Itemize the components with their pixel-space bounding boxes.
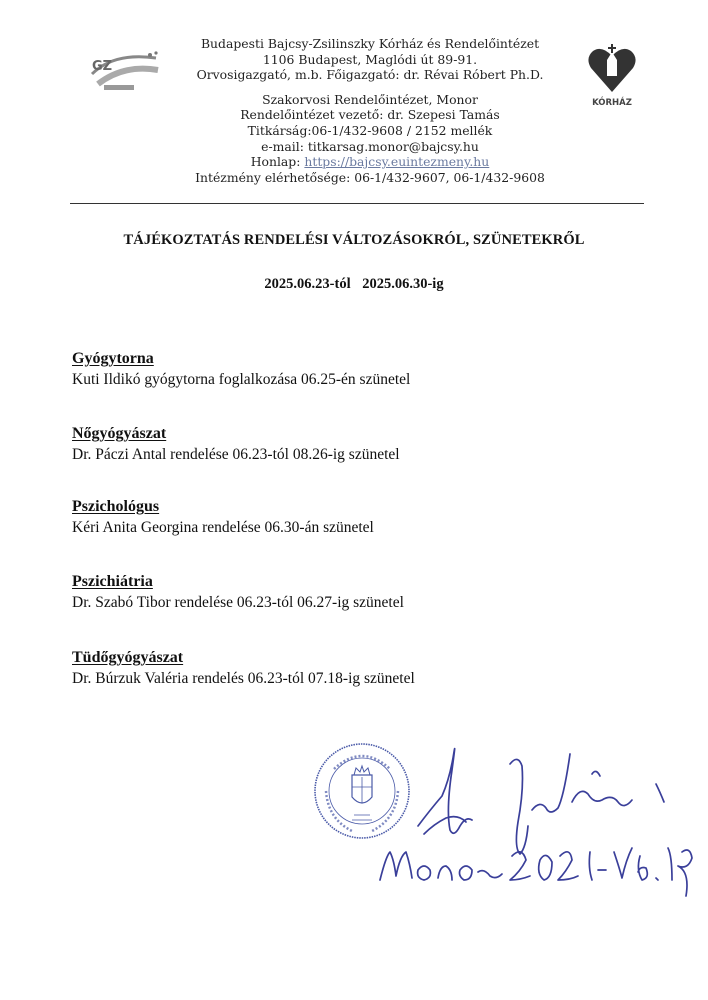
header-line: Budapesti Bajcsy-Zsilinszky Kórház és Rendelőintézet (200, 36, 540, 51)
logo-left-text: GZ (92, 59, 113, 74)
header-line: Titkárság:06-1/432-9608 / 2152 mellék (247, 122, 493, 138)
header-line: e-mail: titkarsag.monor@bajcsy.hu (261, 138, 479, 154)
section-heading: Pszichiátria (72, 573, 153, 590)
header-address-block (180, 36, 560, 185)
date-range (0, 276, 708, 293)
section-heading: Pszichológus (72, 498, 160, 515)
header-line: Szakorvosi Rendelőintézet, Monor (262, 91, 478, 107)
header-divider (70, 203, 644, 204)
date-from: 2025.06.23-tól (264, 276, 351, 292)
section-text: Kéri Anita Georgina rendelése 06.30-án szünetel (72, 519, 374, 536)
section-nogyogyaszat (72, 424, 632, 466)
section-pszichiatria (72, 572, 632, 614)
header-line: Rendelőintézet vezető: dr. Szepesi Tamás (240, 107, 500, 123)
section-tudogyogyaszat (72, 648, 632, 690)
section-heading: Gyógytorna (72, 350, 154, 367)
date-to: 2025.06.30-ig (362, 276, 444, 292)
hospital-heart-logo (583, 38, 641, 108)
header-line: 1106 Budapest, Maglódi út 89-91. (262, 51, 478, 67)
section-text: Kuti Ildikó gyógytorna foglalkozása 06.25-én szünetel (72, 371, 411, 388)
homepage-label: Honlap: (250, 154, 301, 170)
section-text: Dr. Szabó Tibor rendelése 06.23-tól 06.27-ig szünetel (72, 594, 404, 611)
logo-right-text: KÓRHÁZ (592, 98, 632, 108)
homepage-line (180, 154, 560, 170)
document-title: TÁJÉKOZTATÁS RENDELÉSI VÁLTOZÁSOKRÓL, SZÜNETEKRŐL (123, 232, 585, 248)
handwritten-signatures (360, 730, 700, 910)
section-gyogytorna (72, 349, 632, 391)
section-heading: Tüdőgyógyászat (72, 649, 184, 666)
section-heading: Nőgyógyászat (72, 425, 167, 442)
header-line: Intézmény elérhetősége: 06-1/432-9607, 06-1/432-9608 (195, 169, 545, 185)
section-pszichologus (72, 497, 632, 539)
section-text: Dr. Búrzuk Valéria rendelés 06.23-tól 07.18-ig szünetel (72, 670, 415, 687)
homepage-link[interactable]: https://bajcsy.euintezmeny.hu (304, 154, 490, 170)
institution-logo-left (84, 44, 166, 100)
header-line: Orvosigazgató, m.b. Főigazgató: dr. Révai Róbert Ph.D. (196, 67, 544, 83)
section-text: Dr. Páczi Antal rendelése 06.23-tól 08.26-ig szünetel (72, 446, 400, 463)
